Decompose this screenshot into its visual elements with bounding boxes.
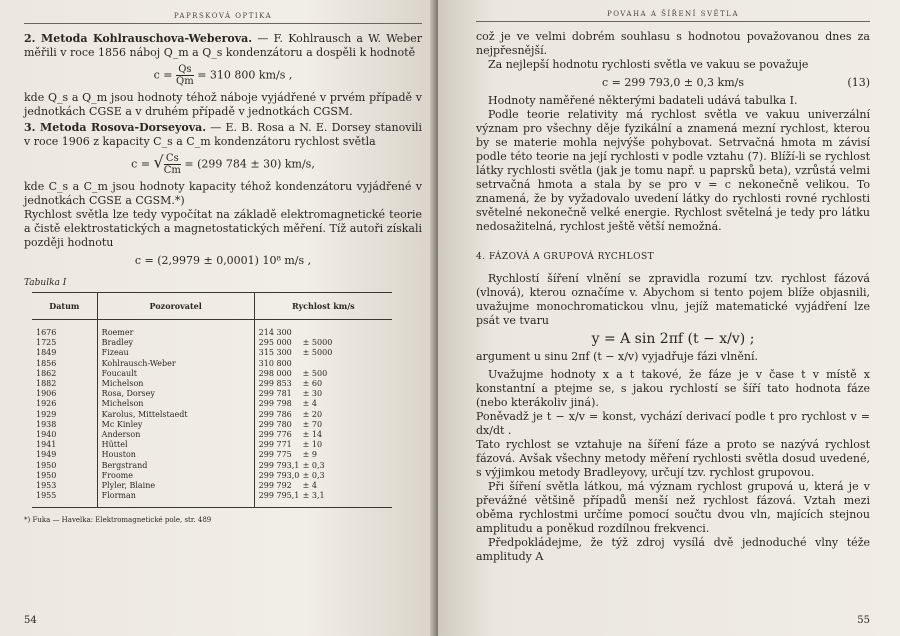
speed-uncertainty: ± 10 — [302, 440, 323, 450]
cell-rychlost — [254, 461, 392, 471]
table-row — [32, 491, 392, 508]
section-2-paragraph — [24, 32, 422, 60]
paragraph-2: Za nejlepší hodnotu rychlosti světla ve vakuu se považuje — [488, 58, 809, 71]
speed-value: 299 853 — [258, 379, 292, 389]
cell-pozorovatel: Bradley — [97, 338, 254, 348]
paragraph-10: Při šíření světla látkou, má význam rychlost grupová u, která je v převážné většině případů menší než rychlost fázová. Vztah mezi oběma rychlostmi určíme pomocí součtu dvou vln, majících stejnou amplitudu a poněkud rozdílnou frekvenci. — [476, 480, 870, 535]
cell-pozorovatel: Mc Kinley — [97, 420, 254, 430]
section-2-text: měřili v roce 1856 náboj Q_m a Q_s kondenzátoru a dospěli k hodnotě — [24, 46, 416, 59]
speed-uncertainty: ± 70 — [302, 419, 323, 429]
speed-uncertainty: ± 4 — [302, 481, 318, 491]
paragraph-9: Tato rychlost se vztahuje na šíření fáze a proto se nazývá rychlost fázová. Avšak všechny metody měření rychlosti světla dosud uvedené, s výjimkou metody Bradleyovy, určují tzv. rychlost grupovou. — [476, 438, 870, 479]
cell-datum: 1882 — [32, 379, 97, 389]
equation-kohlrausch: c = $\frac{Qs}{Qm}$ = 310 800 km/s , — [153, 64, 293, 87]
header-rychlost: Rychlost km/s — [254, 293, 392, 320]
header-datum: Datum — [32, 293, 97, 320]
speed-of-light-table — [32, 292, 392, 508]
cell-rychlost — [254, 420, 392, 430]
cell-datum: 1849 — [32, 348, 97, 358]
speed-uncertainty: ± 0,3 — [302, 470, 325, 480]
table-row — [32, 348, 392, 358]
header-rule — [476, 21, 870, 22]
section-2-after: kde Q_s a Q_m jsou hodnoty téhož náboje vyjádřené v prvém případě v jednotkách CGSE a v druhém případě v jednotkách CGSM. — [24, 91, 422, 118]
cell-rychlost — [254, 450, 392, 460]
page-number-right: 55 — [857, 615, 870, 626]
speed-uncertainty: ± 4 — [302, 399, 318, 409]
equation-rosa-dorsey: c = √ $\frac{Cs}{Cm}$ = (299 784 ± 30) km/s, — [131, 152, 315, 176]
speed-value: 299 795,1 — [258, 491, 300, 501]
cell-rychlost — [254, 410, 392, 420]
speed-value: 299 781 — [258, 389, 292, 399]
cell-datum: 1676 — [32, 320, 97, 339]
cell-datum: 1941 — [32, 440, 97, 450]
header-pozorovatel: Pozorovatel — [97, 293, 254, 320]
page-number-left: 54 — [24, 615, 37, 626]
table-row — [32, 399, 392, 409]
cell-pozorovatel: Karolus, Mittelstaedt — [97, 410, 254, 420]
cell-rychlost — [254, 348, 392, 358]
cell-pozorovatel: Roemer — [97, 320, 254, 339]
equation-13-number: (13) — [847, 76, 870, 89]
cell-rychlost — [254, 338, 392, 348]
speed-uncertainty: ± 5000 — [302, 348, 333, 358]
table-row — [32, 359, 392, 369]
table-row — [32, 338, 392, 348]
cell-datum: 1955 — [32, 491, 97, 508]
table-row — [32, 440, 392, 450]
paragraph-7: Uvažujme hodnoty x a t takové, že fáze je v čase t v místě x konstantní a ptejme se, s jakou rychlostí se šíří tato hodnota fáze (nebo kterákoliv jiná). — [476, 368, 870, 409]
speed-value: 299 786 — [258, 409, 292, 419]
table-row — [32, 410, 392, 420]
section-3-authors: — E. B. Rosa a N. E. Dorsey — [210, 121, 371, 134]
paragraph-3: Hodnoty naměřené některými badateli udává tabulka I. — [488, 94, 798, 107]
header-rule — [24, 23, 422, 24]
footnote: *) Fuka — Havelka: Elektromagnetické pole, str. 489 — [24, 516, 212, 525]
table-row — [32, 369, 392, 379]
equation-later-value: c = (2,9979 ± 0,0001) 10⁸ m/s , — [134, 254, 312, 267]
equation-wave: y = A sin 2πf (t − x/v) ; — [591, 331, 755, 347]
right-page — [438, 0, 900, 636]
table-row — [32, 420, 392, 430]
section-3-after: kde C_s a C_m jsou hodnoty kapacity téhož kondenzátoru vyjádřené v jednotkách CGSE a CGSM.*) — [24, 180, 422, 207]
speed-uncertainty: ± 9 — [302, 450, 318, 460]
speed-value: 315 300 — [258, 348, 292, 358]
speed-value: 299 775 — [258, 450, 292, 460]
table-header-row — [32, 293, 392, 320]
cell-datum: 1906 — [32, 389, 97, 399]
section-4-title: 4. FÁZOVÁ A GRUPOVÁ RYCHLOST — [476, 252, 655, 262]
cell-rychlost — [254, 320, 392, 339]
cell-rychlost — [254, 369, 392, 379]
table-row — [32, 389, 392, 399]
cell-pozorovatel: Bergstrand — [97, 461, 254, 471]
paragraph-6: argument u sinu 2πf (t − x/v) vyjadřuje fázi vlnění. — [476, 350, 758, 363]
speed-value: 214 300 — [258, 328, 292, 337]
running-head-left: PAPRSKOVÁ OPTIKA — [173, 12, 273, 20]
cell-pozorovatel: Plyler, Blaine — [97, 481, 254, 491]
cell-pozorovatel: Hüttel — [97, 440, 254, 450]
speed-value: 299 793,0 — [258, 470, 300, 480]
cell-datum: 1856 — [32, 359, 97, 369]
cell-pozorovatel: Florman — [97, 491, 254, 508]
speed-uncertainty: ± 5000 — [302, 338, 333, 348]
cell-datum: 1926 — [32, 399, 97, 409]
cell-pozorovatel: Michelson — [97, 399, 254, 409]
speed-uncertainty: ± 30 — [302, 389, 323, 399]
table-row — [32, 471, 392, 481]
speed-value: 299 780 — [258, 419, 292, 429]
speed-value: 298 000 — [258, 368, 292, 378]
speed-value: 299 793,1 — [258, 460, 300, 470]
section-3-heading: 3. Metoda Rosova-Dorseyova. — [24, 121, 207, 134]
cell-rychlost — [254, 359, 392, 369]
cell-pozorovatel: Anderson — [97, 430, 254, 440]
cell-rychlost — [254, 399, 392, 409]
cell-datum: 1949 — [32, 450, 97, 460]
paragraph-11: Předpokládejme, že týž zdroj vysílá dvě jednoduché vlny téže amplitudy A — [476, 536, 870, 563]
cell-rychlost — [254, 481, 392, 491]
cell-pozorovatel: Houston — [97, 450, 254, 460]
section-3-paragraph — [24, 121, 422, 149]
speed-uncertainty: ± 14 — [302, 430, 323, 440]
cell-pozorovatel: Foucault — [97, 369, 254, 379]
cell-pozorovatel: Fizeau — [97, 348, 254, 358]
speed-value: 299 771 — [258, 440, 292, 450]
speed-value: 299 776 — [258, 430, 292, 440]
cell-rychlost — [254, 379, 392, 389]
cell-pozorovatel: Rosa, Dorsey — [97, 389, 254, 399]
cell-rychlost — [254, 430, 392, 440]
cell-datum: 1938 — [32, 420, 97, 430]
speed-value: 299 798 — [258, 399, 292, 409]
paragraph-8: Poněvadž je t − x/v = konst, vychází derivací podle t pro rychlost v = dx/dt . — [476, 410, 870, 437]
table-caption: Tabulka I — [24, 278, 67, 288]
cell-datum: 1940 — [32, 430, 97, 440]
speed-uncertainty: ± 60 — [302, 379, 323, 389]
cell-datum: 1950 — [32, 471, 97, 481]
table-row — [32, 461, 392, 471]
cell-datum: 1950 — [32, 461, 97, 471]
cell-datum: 1929 — [32, 410, 97, 420]
cell-pozorovatel: Kohlrausch-Weber — [97, 359, 254, 369]
cell-pozorovatel: Michelson — [97, 379, 254, 389]
cell-rychlost — [254, 440, 392, 450]
speed-value: 299 792 — [258, 481, 292, 491]
paragraph-4: Podle teorie relativity má rychlost světla ve vakuu univerzální význam pro všechny děje fyzikální a znamená mezní rychlost, kterou by se materie mohla nejvýše pohybovat. Setrvačná hmota m závisí podle této teorie na její rychlosti v podle vztahu (7). Blíží-li se rychlost látky rychlosti světla (jak je tomu např. u paprsků beta), vzrůstá velmi setrvačná hmota a stala by se pro v = c nekonečně velikou. To znamená, že by vyžadovalo uvedení látky do rychlosti rovné rychlosti světelné nekonečně velké energie. Rychlost světelná je tedy pro látku nedosažitelná, rychlost ještě větší nemožná. — [476, 108, 870, 233]
speed-uncertainty: ± 0,3 — [302, 460, 325, 470]
table-row — [32, 430, 392, 440]
table-row — [32, 450, 392, 460]
section-3-para: Rychlost světla lze tedy vypočítat na základě elektromagnetické teorie a čistě elektrostatických a magnetostatických měření. Tíž autoři získali později hodnotu — [24, 208, 422, 249]
cell-pozorovatel: Froome — [97, 471, 254, 481]
section-2-heading: 2. Metoda Kohlrauschova-Weberova. — [24, 32, 253, 45]
speed-uncertainty: ± 20 — [302, 409, 323, 419]
paragraph-1: což je ve velmi dobrém souhlasu s hodnotou považovanou dnes za nejpřesnější. — [476, 30, 870, 57]
section-2-authors: — F. Kohlrausch a W. Weber — [257, 32, 422, 45]
speed-value: 310 800 — [258, 358, 292, 368]
cell-rychlost — [254, 471, 392, 481]
speed-uncertainty: ± 500 — [302, 368, 328, 378]
table-row — [32, 320, 392, 339]
cell-rychlost — [254, 389, 392, 399]
cell-rychlost — [254, 491, 392, 508]
table-row — [32, 481, 392, 491]
section-3-text: stanovili v roce 1906 z kapacity C_s a C_m kondenzátoru rychlost světla — [24, 121, 423, 148]
table-row — [32, 379, 392, 389]
cell-datum: 1862 — [32, 369, 97, 379]
speed-uncertainty: ± 3,1 — [302, 491, 325, 501]
equation-13: c = 299 793,0 ± 0,3 km/s (13) — [601, 76, 870, 89]
speed-value: 295 000 — [258, 338, 292, 348]
paragraph-5: Rychlostí šíření vlnění se zpravidla rozumí tzv. rychlost fázová (vlnová), kterou označíme v. Abychom si tento pojem blíže objasnili, uvažujme monochromatickou vlnu, jejíž matematické vyjádření lze psát ve tvaru — [476, 272, 870, 327]
running-head-right: POVAHA A ŠÍŘENÍ SVĚTLA — [606, 10, 739, 18]
cell-datum: 1725 — [32, 338, 97, 348]
left-page — [0, 0, 436, 636]
cell-datum: 1953 — [32, 481, 97, 491]
